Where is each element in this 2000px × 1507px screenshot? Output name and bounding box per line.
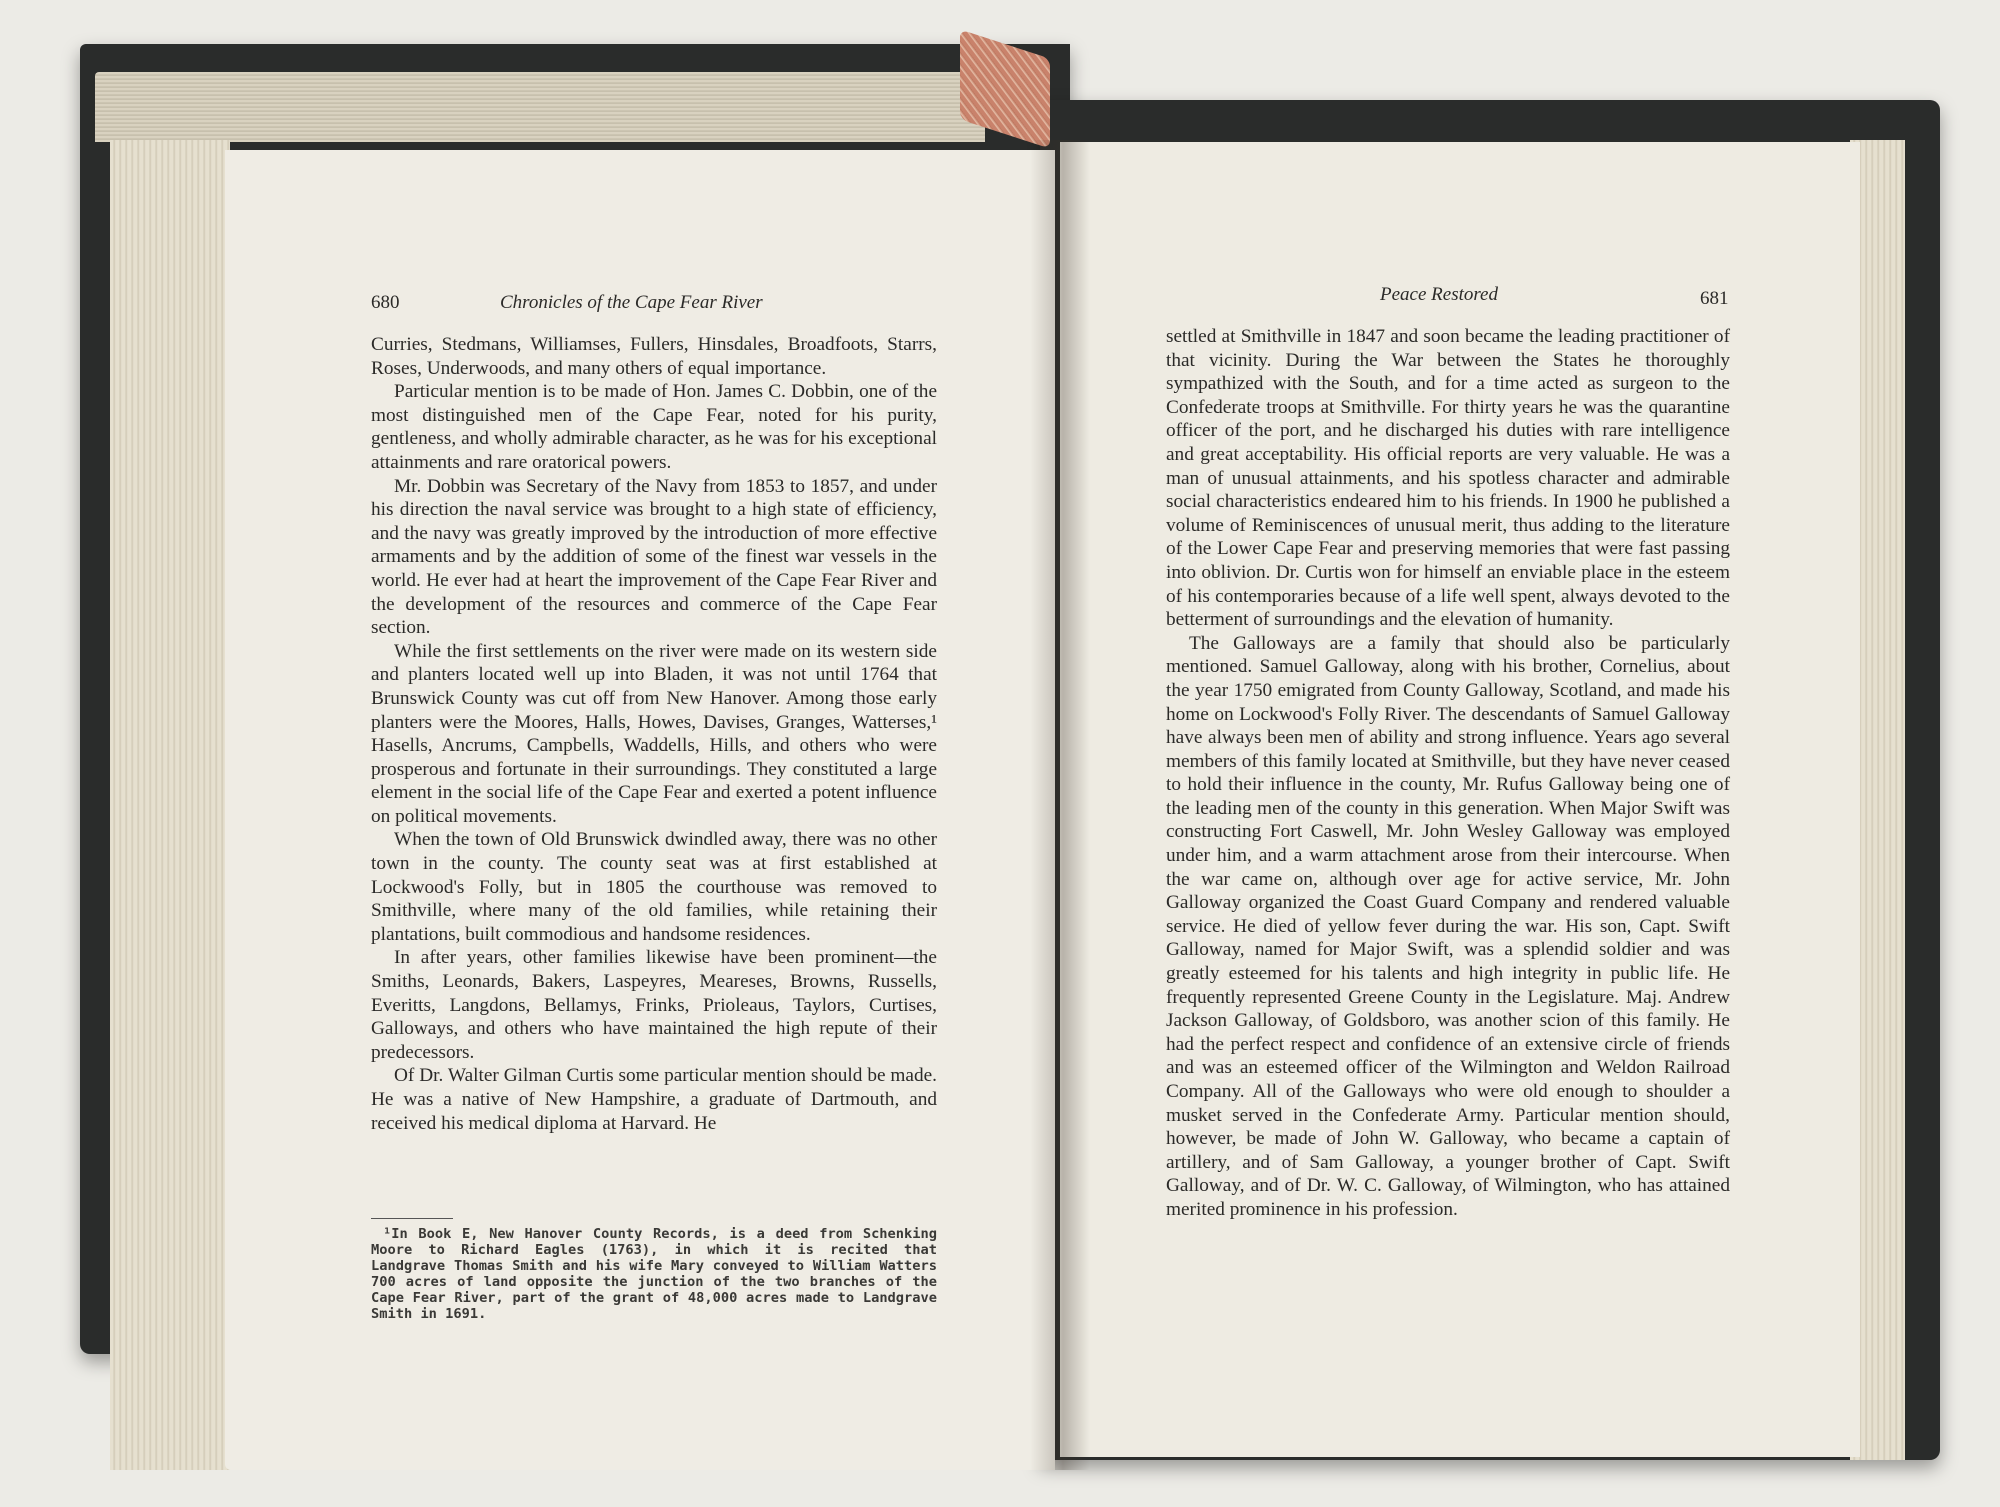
paragraph: In after years, other families likewise have been prominent—the Smiths, Leonards, Bakers, Laspeyres, Meareses, Browns, Russells, Everitts, Langdons, Bellamys, Frinks, Prioleaus, Taylors, Curtises, Galloways, and others who have maintained the high repute of their predecessors. [371,947,937,1063]
left-page [225,150,1055,1470]
paragraph: settled at Smithville in 1847 and soon became the leading practitioner of that vicinity. During the War between the States he thoroughly sympathized with the South, and for a time acted as surgeon to the Confederate troops at Smithville. For thirty years he was the quarantine officer of the port, and he discharged his duties with rare intelligence and great acceptability. His official reports are very valuable. He was a man of unusual attainments, and his spotless character and admirable social characteristics endeared him to his friends. In 1900 he published a volume of Reminiscences of unusual merit, thus adding to the literature of the Lower Cape Fear and preserving memories that were fast passing into oblivion. Dr. Curtis won for himself an enviable place in the esteem of his contemporaries because of a life well spent, always devoted to the betterment of surroundings and the elevation of humanity. [1166,326,1730,631]
paragraph: Of Dr. Walter Gilman Curtis some particular mention should be made. He was a native of New Hampshire, a graduate of Dartmouth, and received his medical diploma at Harvard. He [371,1065,937,1134]
right-page [1060,142,1860,1457]
left-running-title: Chronicles of the Cape Fear River [500,292,763,313]
right-body-text [1166,325,1730,1222]
paragraph: When the town of Old Brunswick dwindled away, there was no other town in the county. The county seat was at first established at Lockwood's Folly, but in 1805 the courthouse was removed to Smithville, where many of the old families, while retaining their plantations, built commodious and handsome residences. [371,829,937,945]
footnote-text: ¹In Book E, New Hanover County Records, is a deed from Schenking Moore to Richard Eagles (1763), in which it is recited that Landgrave Thomas Smith and his wife Mary conveyed to William Watters 700 acres of land opposite the junction of the two branches of the Cape Fear River, part of the grant of 48,000 acres made to Landgrave Smith in 1691. [371,1226,937,1322]
left-page-edges [110,140,230,1470]
gutter-shadow [1030,140,1090,1470]
right-running-title: Peace Restored [1380,284,1498,305]
paragraph: The Galloways are a family that should also be particularly mentioned. Samuel Galloway, along with his brother, Cornelius, about the year 1750 emigrated from County Galloway, Scotland, and made his home on Lockwood's Folly River. The descendants of Samuel Galloway have always been men of ability and strong influence. Years ago several members of this family located at Smithville, but they have never ceased to hold their influence in the county, Mr. Rufus Galloway being one of the leading men of the county in this generation. When Major Swift was constructing Fort Caswell, Mr. John Wesley Galloway was employed under him, and a warm attachment arose from their intercourse. When the war came on, although over age for active service, Mr. John Galloway organized the Coast Guard Company and rendered valuable service. He died of yellow fever during the war. His son, Capt. Swift Galloway, named for Major Swift, was a splendid soldier and was greatly esteemed for his talents and high integrity in public life. He frequently represented Greene County in the Legislature. Maj. Andrew Jackson Galloway, of Goldsboro, was another scion of this family. He had the perfect respect and confidence of an extensive circle of friends and was an esteemed officer of the Wilmington and Weldon Railroad Company. All of the Galloways who were old enough to shoulder a musket served in the Confederate Army. Particular mention should, however, be made of John W. Galloway, who became a captain of artillery, and of Sam Galloway, a younger brother of Capt. Swift Galloway, and of Dr. W. C. Galloway, of Wilmington, who has attained merited prominence in his profession. [1166,632,1730,1220]
paragraph: Curries, Stedmans, Williamses, Fullers, Hinsdales, Broadfoots, Starrs, Roses, Underwoods, and many others of equal importance. [371,334,937,379]
right-page-number: 681 [1700,288,1729,309]
footnote [371,1226,937,1322]
left-body-text [371,333,937,1135]
footnote-rule [371,1218,453,1219]
left-page-number: 680 [371,292,400,313]
paragraph: Particular mention is to be made of Hon. James C. Dobbin, one of the most distinguished men of the Cape Fear, noted for his purity, gentleness, and wholly admirable character, as he was for his exceptional attainments and rare oratorical powers. [371,381,937,473]
paragraph: While the first settlements on the river were made on its western side and planters located well up into Bladen, it was not until 1764 that Brunswick County was cut off from New Hanover. Among those early planters were the Moores, Halls, Howes, Davises, Granges, Watterses,¹ Hasells, Ancrums, Campbells, Waddells, Hills, and others who were prosperous and fortunate in their surroundings. They constituted a large element in the social life of the Cape Fear and exerted a potent influence on political movements. [371,640,937,827]
paragraph: Mr. Dobbin was Secretary of the Navy from 1853 to 1857, and under his direction the naval service was brought to a high state of efficiency, and the navy was greatly improved by the introduction of more effective armaments and by the addition of some of the finest war vessels in the world. He ever had at heart the improvement of the Cape Fear River and the development of the resources and commerce of the Cape Fear section. [371,475,937,639]
page-block-top-edge [95,72,985,142]
